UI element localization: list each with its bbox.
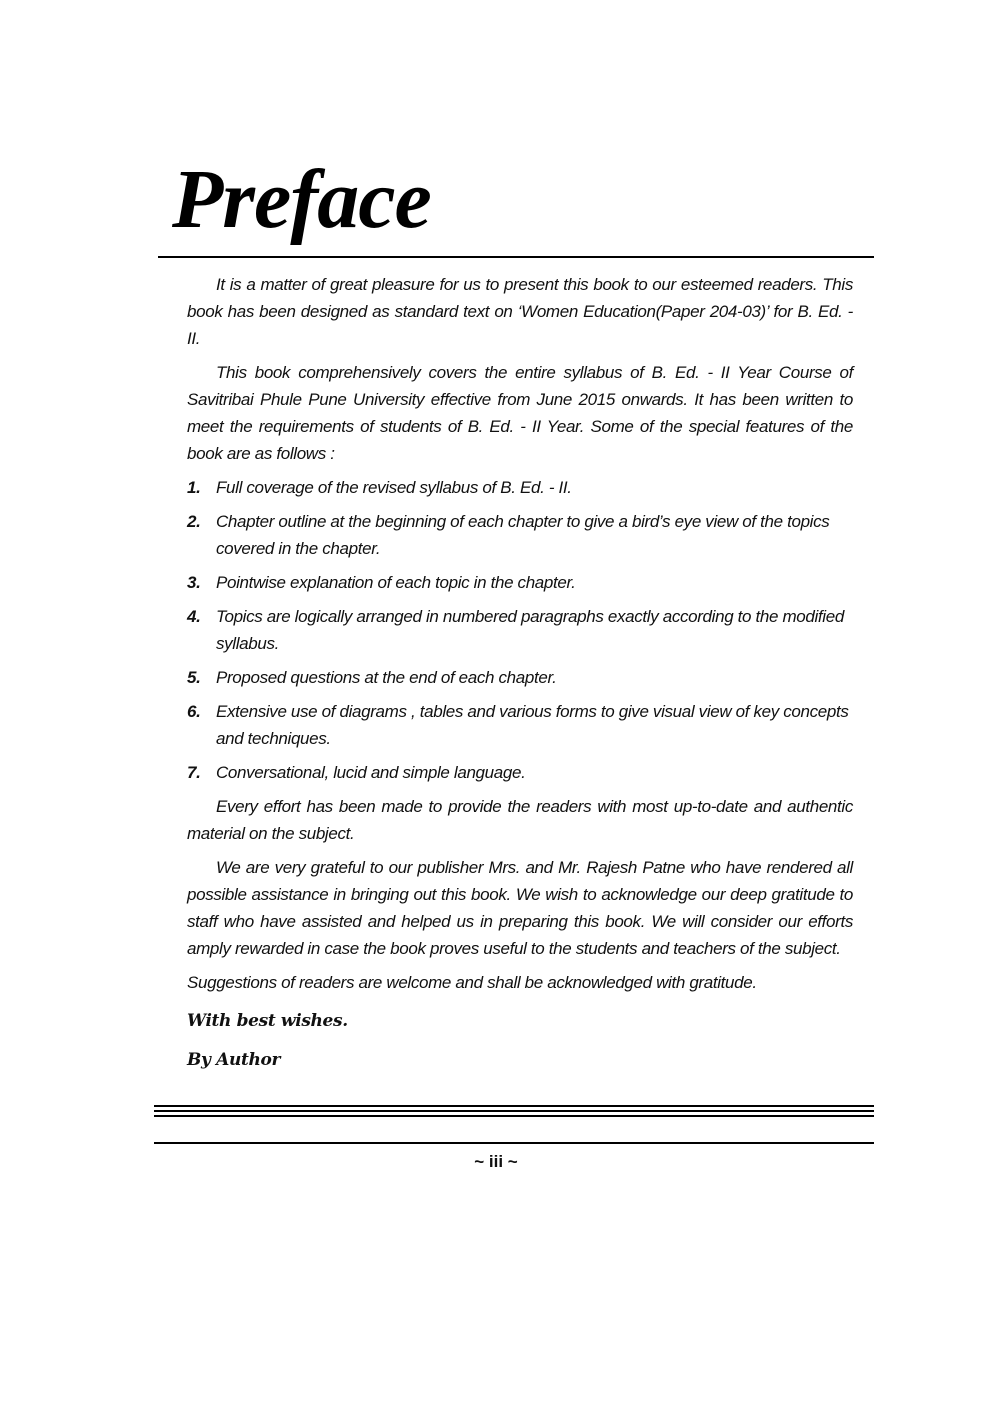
features-list [187,474,853,786]
list-number: 3. [187,573,201,592]
list-text: Pointwise explanation of each topic in the chapter. [216,573,576,592]
list-item [187,759,853,786]
suggestion-line: Suggestions of readers are welcome and shall be acknowledged with gratitude. [187,973,757,992]
list-item [187,698,853,752]
page-number: ~ iii ~ [474,1152,518,1171]
list-number: 5. [187,668,201,687]
divider-line [154,1105,874,1107]
list-number: 1. [187,478,201,497]
preface-body [187,271,853,1079]
closing-paragraph: We are very grateful to our publisher Mrs. and Mr. Rajesh Patne who have rendered all possible assistance in bringing out this book. We wish to acknowledge our deep gratitude to staff who have assisted and helped us in preparing this book. We will consider our efforts amply rewarded in case the book proves useful to the students and teachers of the subject. [187,858,853,958]
list-number: 7. [187,763,201,782]
double-divider [154,1105,874,1117]
list-number: 6. [187,702,201,721]
title-divider [158,256,874,258]
list-text: Conversational, lucid and simple language. [216,763,526,782]
signoff-wishes: With best wishes. [187,1011,348,1031]
intro-paragraph: This book comprehensively covers the entire syllabus of B. Ed. - II Year Course of Savitribai Phule Pune University effective from June 2015 onwards. It has been written to meet the requirements of students of B. Ed. - II Year. Some of the special features of the book are as follows : [187,363,853,463]
list-text: Proposed questions at the end of each chapter. [216,668,557,687]
list-item [187,474,853,501]
list-number: 2. [187,512,201,531]
divider-line [154,1110,874,1112]
list-text: Topics are logically arranged in numbered paragraphs exactly according to the modified syllabus. [216,607,844,653]
list-text: Extensive use of diagrams , tables and various forms to give visual view of key concepts and techniques. [216,702,849,748]
list-item [187,569,853,596]
footer-divider [154,1142,874,1144]
intro-paragraph: It is a matter of great pleasure for us to present this book to our esteemed readers. This book has been designed as standard text on ‘Women Education(Paper 204-03)’ for B. Ed. - II. [187,275,853,348]
list-item [187,508,853,562]
list-number: 4. [187,607,201,626]
signoff-author: By Author [187,1050,281,1070]
list-item [187,664,853,691]
list-item [187,603,853,657]
divider-line [154,1115,874,1117]
list-text: Chapter outline at the beginning of each chapter to give a bird’s eye view of the topics covered in the chapter. [216,512,830,558]
closing-paragraph: Every effort has been made to provide the readers with most up-to-date and authentic material on the subject. [187,797,853,843]
page-title: Preface [172,153,431,246]
list-text: Full coverage of the revised syllabus of B. Ed. - II. [216,478,572,497]
